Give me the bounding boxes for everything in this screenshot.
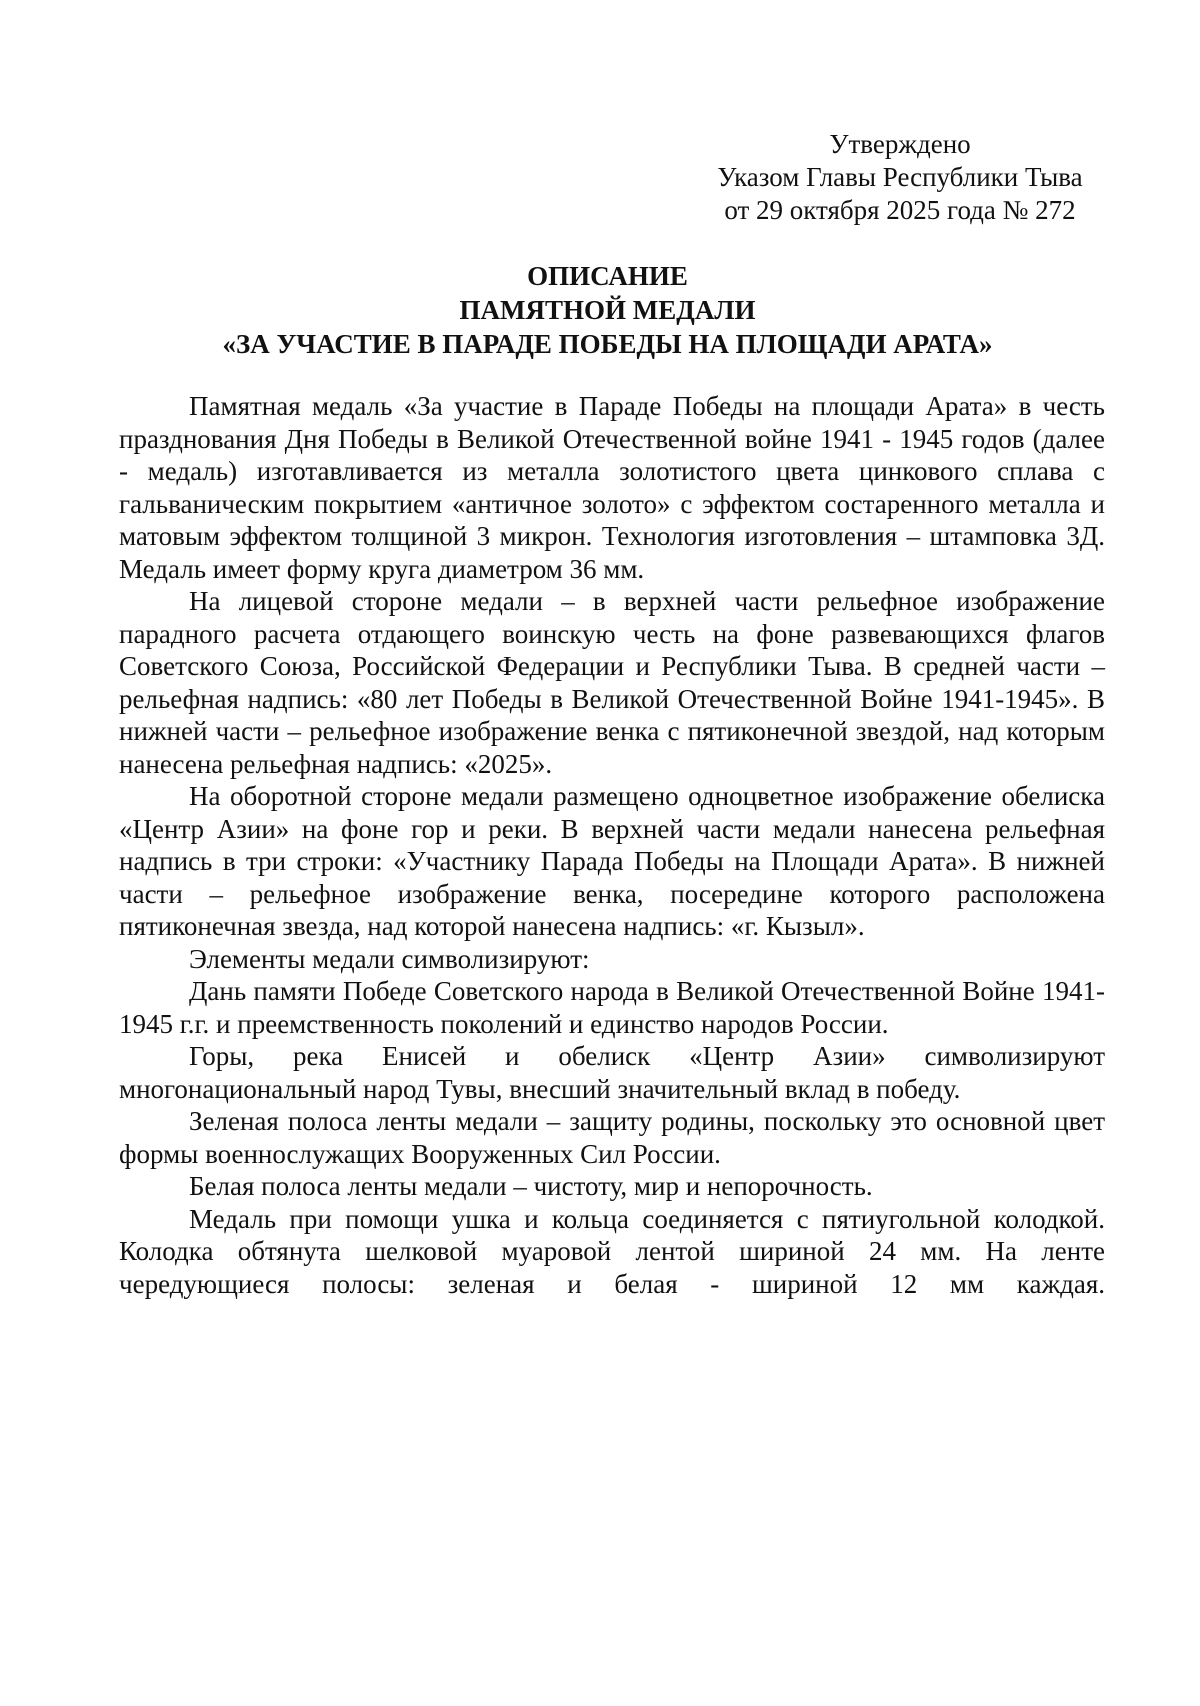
approval-line-decree: Указом Главы Республики Тыва: [717, 162, 1083, 192]
paragraph-symbolism-memory: Дань памяти Победе Советского народа в Великой Отечественной Войне 1941-1945 г.г. и преемственность поколений и единство народов России.: [119, 976, 1105, 1039]
document-title: [110, 259, 1105, 361]
title-line-medal-name: «ЗА УЧАСТИЕ В ПАРАДЕ ПОБЕДЫ НА ПЛОЩАДИ АРАТА»: [222, 329, 993, 359]
paragraph-material: Памятная медаль «За участие в Параде Победы на площади Арата» в честь празднования Дня Победы в Великой Отечественной войне 1941 - 1945 годов (далее - медаль) изготавливается из металла золотистого цвета цинкового сплава с гальваническим покрытием «античное золото» с эффектом состаренного металла и матовым эффектом толщиной 3 микрон. Технология изготовления – штамповка 3Д. Медаль имеет форму круга диаметром 36 мм.: [119, 391, 1105, 584]
paragraph-obverse: На лицевой стороне медали – в верхней части рельефное изображение парадного расчета отдающего воинскую честь на фоне развевающихся флагов Советского Союза, Российской Федерации и Республики Тыва. В средней части – рельефная надпись: «80 лет Победы в Великой Отечественной Войне 1941-1945». В нижней части – рельефное изображение венка с пятиконечной звездой, над которым нанесена рельефная надпись: «2025».: [119, 586, 1105, 779]
approval-line-approved: Утверждено: [829, 129, 971, 159]
paragraph-symbolism-white: Белая полоса ленты медали – чистоту, мир и непорочность.: [189, 1171, 873, 1201]
paragraph-ribbon: Медаль при помощи ушка и кольца соединяется с пятиугольной колодкой. Колодка обтянута шелковой муаровой лентой шириной 24 мм. На ленте чередующиеся полосы: зеленая и белая - шириной 12 мм каждая.: [119, 1203, 1105, 1299]
title-line-description: ОПИСАНИЕ: [527, 261, 688, 291]
paragraph-reverse: На оборотной стороне медали размещено одноцветное изображение обелиска «Центр Азии» на фоне гор и реки. В верхней части медали нанесена рельефная надпись в три строки: «Участнику Парада Победы на Площади Арата». В нижней части – рельефное изображение венка, посередине которого расположена пятиконечная звезда, над которой нанесена надпись: «г. Кызыл».: [119, 781, 1105, 941]
approval-line-date: от 29 октября 2025 года № 272: [724, 195, 1076, 225]
document-body: [119, 390, 1105, 1300]
paragraph-symbolism-green: Зеленая полоса ленты медали – защиту родины, поскольку это основной цвет формы военнослужащих Вооруженных Сил России.: [119, 1106, 1105, 1169]
paragraph-symbolism-intro: Элементы медали символизируют:: [189, 943, 590, 974]
title-line-medal: ПАМЯТНОЙ МЕДАЛИ: [459, 295, 756, 325]
approval-stamp: [700, 128, 1100, 227]
paragraph-symbolism-mountains: Горы, река Енисей и обелиск «Центр Азии» символизируют многонациональный народ Тувы, внесший значительный вклад в победу.: [119, 1041, 1105, 1104]
